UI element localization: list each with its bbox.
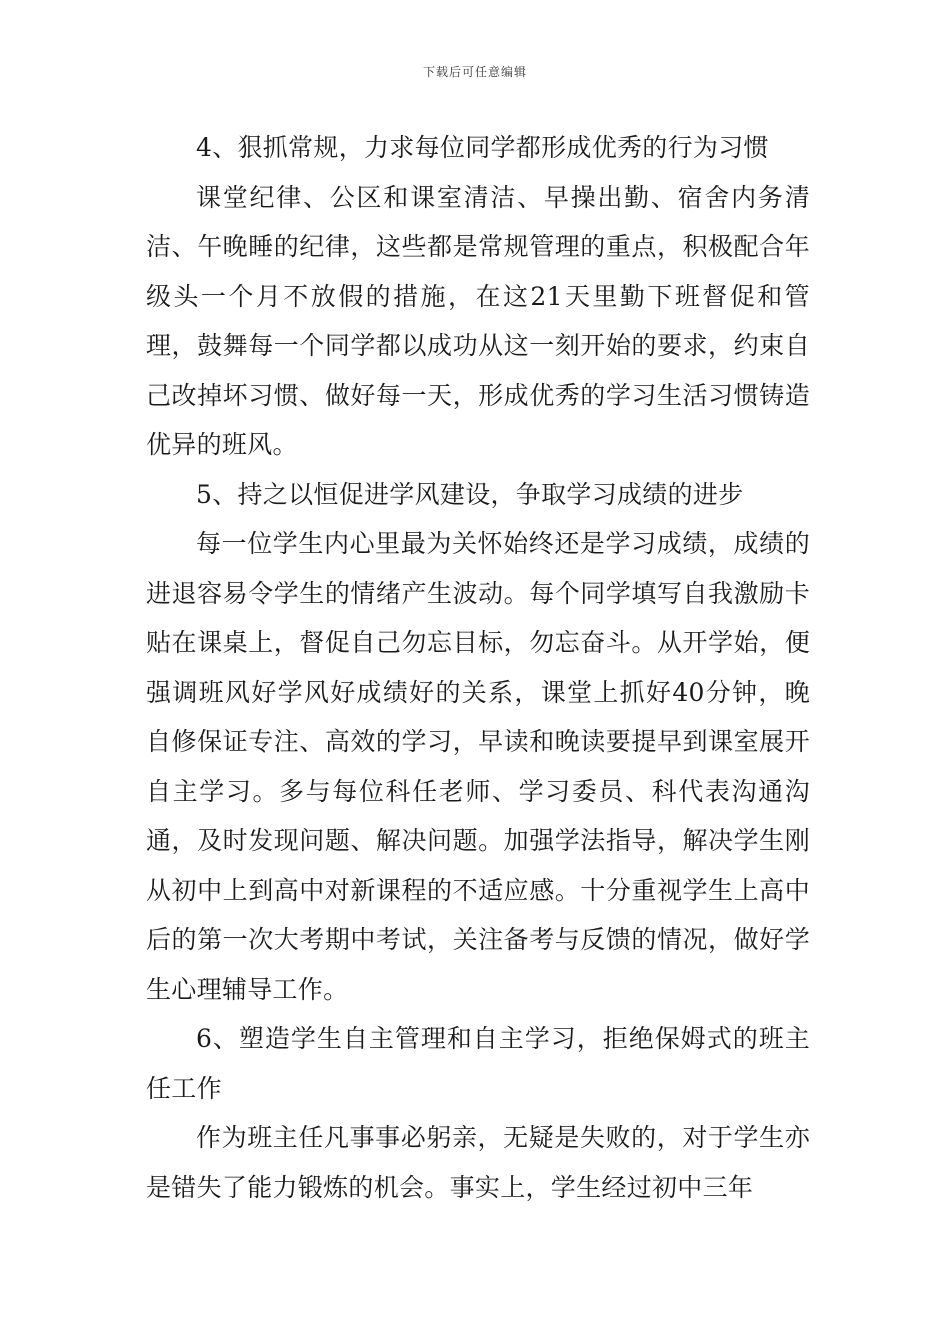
document-body — [146, 123, 810, 1212]
paragraph-study-atmosphere: 每一位学生内心里最为关怀始终还是学习成绩，成绩的进退容易令学生的情绪产生波动。每个同学填写自我激励卡贴在课桌上，督促自己勿忘目标，勿忘奋斗。从开学始，便强调班风好学风好成绩好的关系，课堂上抓好40分钟，晚自修保证专注、高效的学习，早读和晚读要提早到课室展开自主学习。多与每位科任老师、学习委员、科代表沟通沟通，及时发现问题、解决问题。加强学法指导，解决学生刚从初中上到高中对新课程的不适应感。十分重视学生上高中后的第一次大考期中考试，关注备考与反馈的情况，做好学生心理辅导工作。 — [146, 529, 810, 1004]
heading-item-5: 5、持之以恒促进学风建设，争取学习成绩的进步 — [196, 479, 744, 509]
heading-item-4: 4、狠抓常规，力求每位同学都形成优秀的行为习惯 — [196, 133, 769, 162]
heading-item-6: 6、塑造学生自主管理和自主学习，拒绝保姆式的班主任工作 — [146, 1024, 810, 1103]
page-header: 下载后可任意编辑 — [422, 65, 527, 79]
paragraph-self-management: 作为班主任凡事事必躬亲，无疑是失败的，对于学生亦是错失了能力锻炼的机会。事实上，学生经过初中三年 — [146, 1123, 810, 1202]
paragraph-routine-management: 课堂纪律、公区和课室清洁、早操出勤、宿舍内务清洁、午晚睡的纪律，这些都是常规管理的重点，积极配合年级头一个月不放假的措施，在这21天里勤下班督促和管理，鼓舞每一个同学都以成功从这一刻开始的要求，约束自己改掉坏习惯、做好每一天，形成优秀的学习生活习惯铸造优异的班风。 — [146, 182, 810, 459]
